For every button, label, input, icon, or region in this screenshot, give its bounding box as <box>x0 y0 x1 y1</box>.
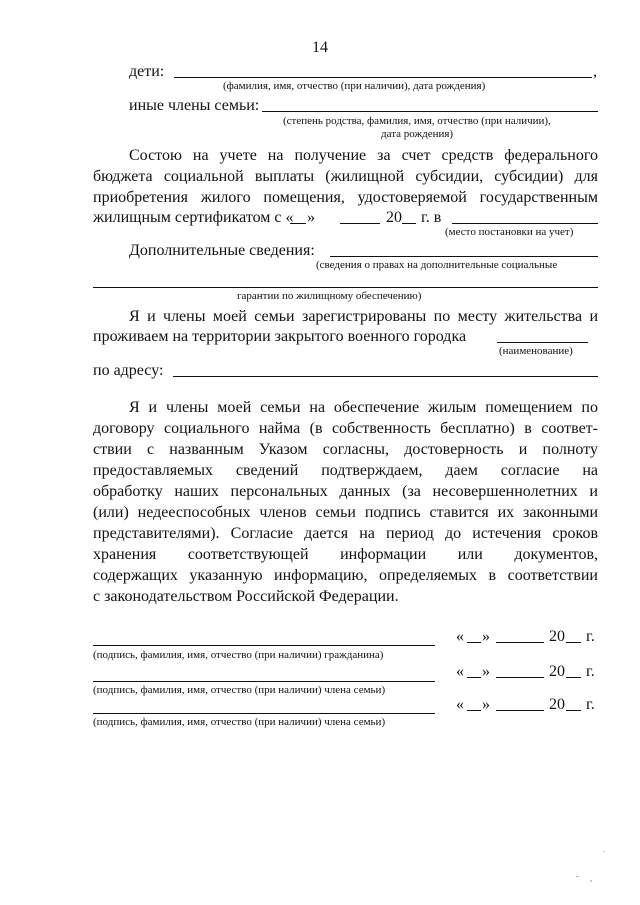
scan-mark <box>576 876 579 877</box>
date-year-prefix: 20 <box>549 628 565 645</box>
consent-line-7: представителями). Согласие дается на период до истечения сроков <box>93 525 598 542</box>
registration-place-field[interactable] <box>452 223 598 224</box>
additional-field[interactable] <box>330 256 598 257</box>
other-members-caption-2: дата рождения) <box>381 128 454 140</box>
signature-field-citizen[interactable] <box>93 645 435 646</box>
date-open-quote: « <box>456 696 464 713</box>
other-members-caption-1: (степень родства, фамилия, имя, отчество (при наличии), <box>283 115 551 127</box>
date-month-field[interactable] <box>496 642 544 643</box>
address-label: по адресу: <box>93 362 164 379</box>
registration-month-field[interactable] <box>340 223 380 224</box>
registration-place-caption: (место постановки на учет) <box>445 226 574 238</box>
registration-quote-close: » <box>307 209 315 226</box>
date-close-quote: » <box>482 696 490 713</box>
scan-mark <box>603 851 605 852</box>
date-year-field[interactable] <box>566 642 581 643</box>
date-year-suffix: г. <box>586 696 595 713</box>
garrison-name-caption: (наименование) <box>499 345 573 357</box>
date-month-field[interactable] <box>496 710 544 711</box>
signature-field-member-1[interactable] <box>93 681 435 682</box>
additional-label: Дополнительные сведения: <box>129 242 315 259</box>
date-year-suffix: г. <box>586 628 595 645</box>
consent-line-4: предоставляемых сведений подтверждаем, даем согласие на <box>93 462 598 479</box>
date-year-suffix: г. <box>586 663 595 680</box>
date-day-field[interactable] <box>467 642 481 643</box>
registration-line-1: Состою на учете на получение за счет средств федерального <box>129 147 598 164</box>
consent-line-3: ствии с названным Указом согласны, достоверность и полноту <box>93 441 598 458</box>
children-comma: , <box>593 63 597 80</box>
date-day-field[interactable] <box>467 710 481 711</box>
registration-year-field[interactable] <box>402 223 416 224</box>
date-open-quote: « <box>456 628 464 645</box>
address-field[interactable] <box>173 376 598 377</box>
consent-line-5: обработку наших персональных данных (за несовершеннолетних и <box>93 483 598 500</box>
signature-caption-member-2: (подпись, фамилия, имя, отчество (при наличии) члена семьи) <box>93 716 386 728</box>
registration-line-3: приобретения жилого помещения, удостоверяемой государственным <box>93 189 598 206</box>
residence-line-2: проживаем на территории закрытого военного городка <box>93 328 467 345</box>
additional-field-2[interactable] <box>93 287 598 288</box>
other-members-label: иные члены семьи: <box>129 97 260 114</box>
date-year-prefix: 20 <box>549 696 565 713</box>
additional-caption-2: гарантии по жилищному обеспечению) <box>237 290 422 302</box>
signature-field-member-2[interactable] <box>93 713 435 714</box>
consent-line-6: (или) недееспособных членов семьи подпись ставится их законными <box>93 504 598 521</box>
registration-day-field[interactable] <box>290 223 306 224</box>
garrison-name-field[interactable] <box>497 342 588 343</box>
date-open-quote: « <box>456 663 464 680</box>
registration-year-prefix: 20 <box>386 209 402 226</box>
date-year-field[interactable] <box>566 710 581 711</box>
date-close-quote: » <box>482 663 490 680</box>
other-members-field[interactable] <box>262 111 598 112</box>
registration-suffix: г. в <box>421 209 442 226</box>
consent-line-10: с законодательством Российской Федерации. <box>93 588 399 605</box>
children-caption: (фамилия, имя, отчество (при наличии), дата рождения) <box>223 80 486 92</box>
signature-caption-citizen: (подпись, фамилия, имя, отчество (при наличии) гражданина) <box>93 649 384 661</box>
registration-line-4-prefix: жилищным сертификатом с « <box>93 209 294 226</box>
signature-caption-member-1: (подпись, фамилия, имя, отчество (при наличии) члена семьи) <box>93 684 386 696</box>
registration-line-2: бюджета социальной выплаты (жилищной субсидии, субсидии) для <box>93 168 598 185</box>
scan-mark <box>590 880 592 882</box>
children-field[interactable] <box>174 77 592 78</box>
residence-line-1: Я и члены моей семьи зарегистрированы по месту жительства и <box>129 308 598 325</box>
consent-line-2: договору социального найма (в собственность бесплатно) в соответ- <box>93 420 598 437</box>
consent-line-9: содержащих указанную информацию, определяемых в соответствии <box>93 567 598 584</box>
additional-caption-1: (сведения о правах на дополнительные социальные <box>316 259 558 271</box>
date-close-quote: » <box>482 628 490 645</box>
children-label: дети: <box>129 63 165 80</box>
date-day-field[interactable] <box>467 677 481 678</box>
consent-line-1: Я и члены моей семьи на обеспечение жилым помещением по <box>129 399 598 416</box>
date-year-prefix: 20 <box>549 663 565 680</box>
page-number: 14 <box>312 39 328 56</box>
date-year-field[interactable] <box>566 677 581 678</box>
consent-line-8: хранения соответствующей информации или документов, <box>93 546 598 563</box>
date-month-field[interactable] <box>496 677 544 678</box>
